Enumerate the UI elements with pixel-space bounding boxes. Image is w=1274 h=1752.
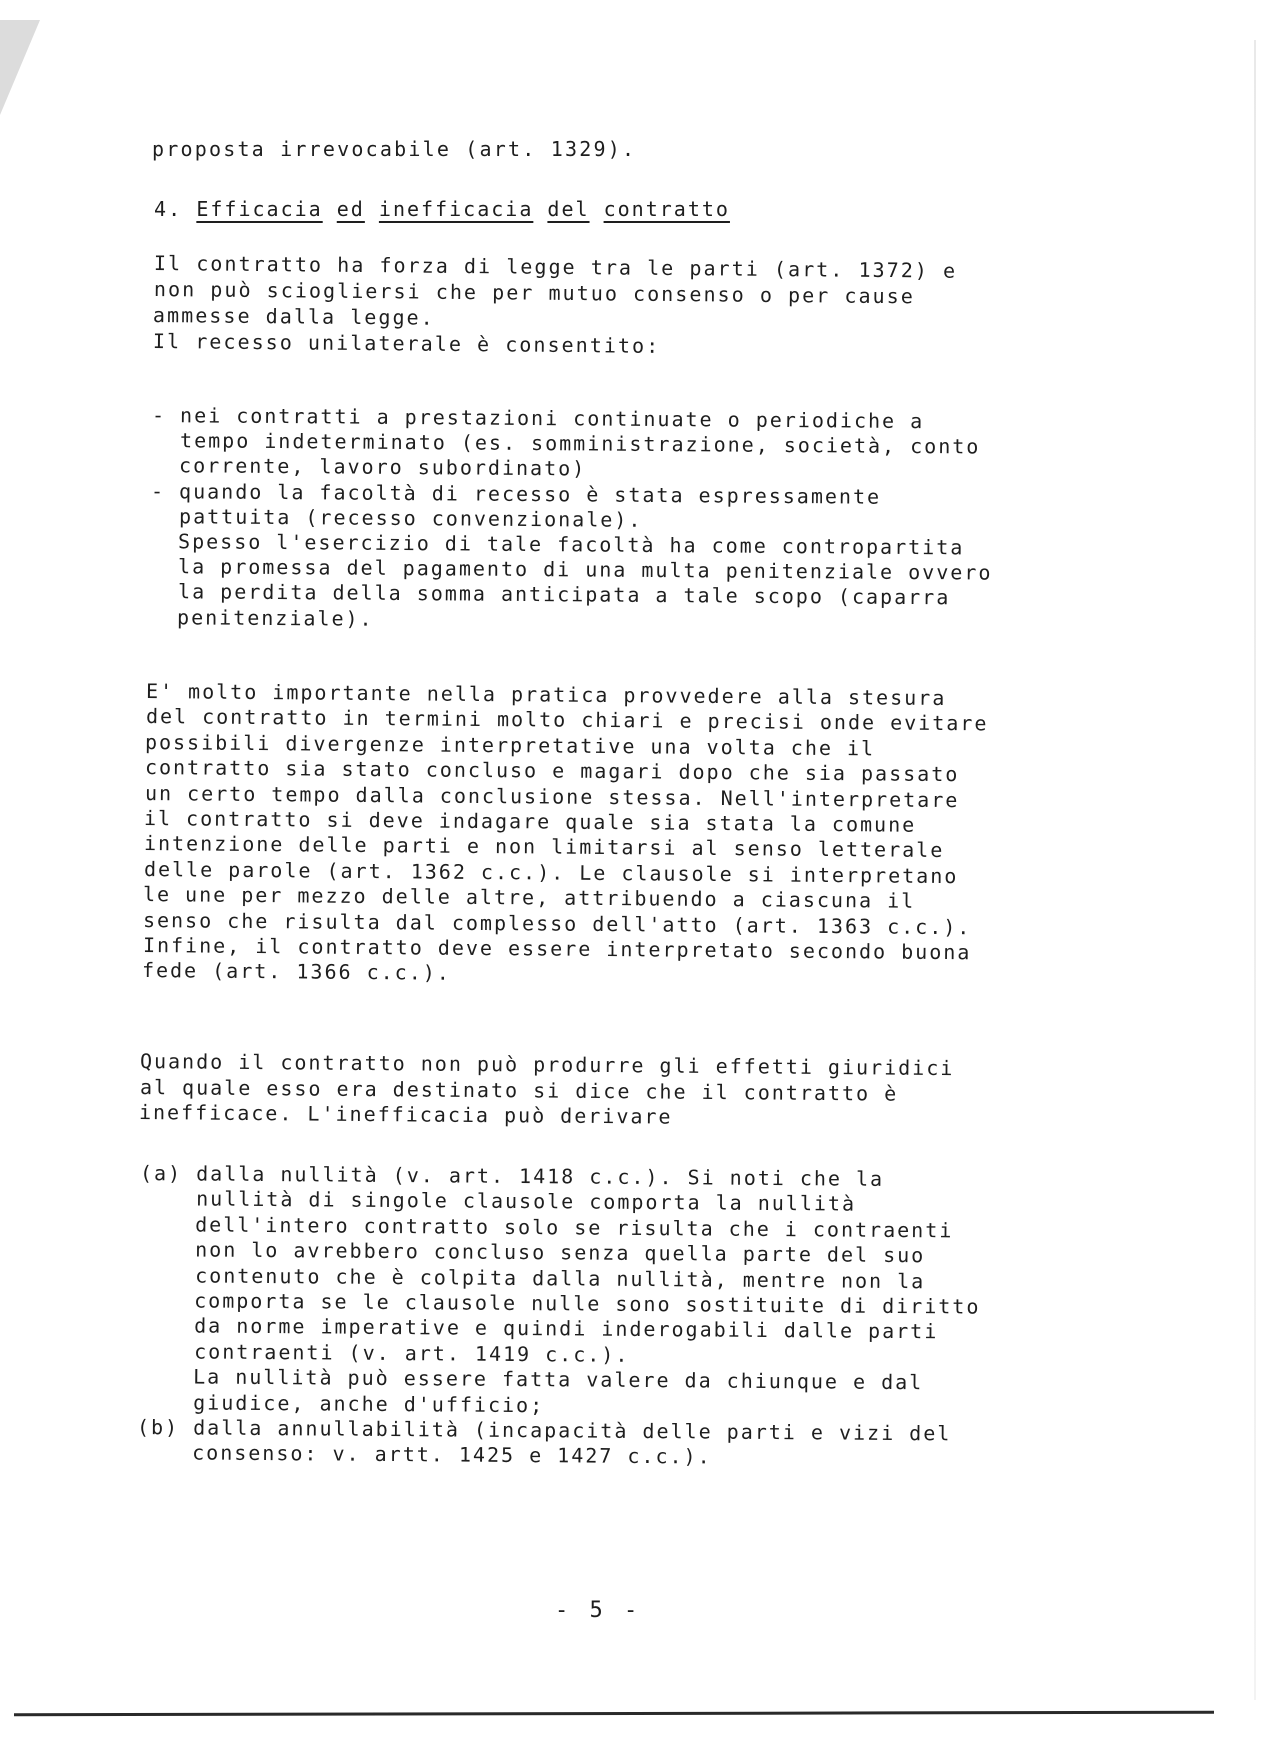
list2-line: comporta se le clausole nulle sono sostituite di diritto	[138, 1288, 981, 1319]
paragraph2-line: delle parole (art. 1362 c.c.). Le clausole si interpretano	[143, 856, 959, 888]
paragraph2-line: possibili divergenze interpretative una volta che il	[145, 729, 876, 761]
paragraph2-line: senso che risulta dal complesso dell'atto (art. 1363 c.c.).	[142, 907, 972, 939]
list1-line: la promessa del pagamento di una multa penitenziale ovvero	[149, 554, 993, 585]
paragraph1-line: Il contratto ha forza di legge tra le parti (art. 1372) e	[153, 251, 958, 283]
list1-line: - quando la facoltà di recesso è stata espressamente	[150, 478, 882, 509]
list2-line: consenso: v. artt. 1425 e 1427 c.c.).	[136, 1440, 712, 1469]
bottom-rule	[14, 1711, 1214, 1717]
list1-line: Spesso l'esercizio di tale facoltà ha come contropartita	[150, 529, 965, 560]
paragraph2-line: Infine, il contratto deve essere interpretato secondo buona	[142, 933, 971, 965]
section-title-word: ed	[336, 197, 365, 221]
paragraph3-line: inefficace. L'inefficacia può derivare	[139, 1100, 673, 1129]
list1-line: tempo indeterminato (es. somministrazione, società, conto	[151, 428, 981, 459]
paragraph2-line: del contratto in termini molto chiari e precisi onde evitare	[145, 704, 989, 736]
section-title-word: Efficacia	[196, 197, 323, 221]
list1-line: pattuita (recesso convenzionale).	[150, 503, 643, 532]
section-title-word: contratto	[603, 197, 730, 221]
paragraph2-line: il contratto si deve indagare quale sia stata la comune	[144, 806, 917, 837]
paragraph1-line: Il recesso unilaterale è consentito:	[152, 329, 661, 358]
paragraph2-line: E' molto importante nella pratica provvedere alla stesura	[145, 679, 947, 710]
list1-line: - nei contratti a prestazioni continuate o periodiche a	[151, 403, 925, 434]
list1-line: penitenziale).	[149, 604, 374, 631]
intro-line: proposta irrevocabile (art. 1329).	[152, 137, 637, 161]
list2-line: contraenti (v. art. 1419 c.c.).	[137, 1338, 630, 1367]
paragraph1-line: ammesse dalla legge.	[153, 303, 436, 330]
scan-edge-shadow	[1254, 40, 1256, 1700]
list2-line: contenuto che è colpita dalla nullità, mentre non la	[138, 1262, 925, 1293]
section-title-word: del	[547, 197, 590, 221]
paragraph1-line: non può sciogliersi che per mutuo consenso o per cause	[153, 277, 915, 309]
list2-line: da norme imperative e quindi inderogabili dalle parti	[137, 1313, 939, 1344]
list1-line: la perdita della somma anticipata a tale scopo (caparra	[149, 579, 950, 610]
list2-line: nullità di singole clausole comporta la nullità	[139, 1186, 856, 1217]
section-heading	[154, 196, 730, 222]
paragraph2-line: intenzione delle parti e non limitarsi al senso letterale	[143, 831, 945, 863]
section-title-word: inefficacia	[378, 197, 534, 221]
paragraph2-line: un certo tempo dalla conclusione stessa. Nell'interpretare	[144, 780, 960, 812]
paragraph2-line: contratto sia stato concluso e magari dopo che sia passato	[144, 755, 960, 787]
scan-corner-shadow	[0, 20, 40, 115]
list2-line: dell'intero contratto solo se risulta che i contraenti	[139, 1211, 954, 1243]
list1-line: corrente, lavoro subordinato)	[151, 453, 587, 481]
list2-line: (b) dalla annullabilità (incapacità delle parti e vizi del	[136, 1415, 951, 1446]
list2-line: (a) dalla nullità (v. art. 1418 c.c.). Si noti che la	[139, 1161, 885, 1191]
list2-line: giudice, anche d'ufficio;	[136, 1389, 545, 1417]
list2-line: La nullità può essere fatta valere da chiunque e dal	[137, 1364, 924, 1395]
paragraph3-line: al quale esso era destinato si dice che il contratto è	[139, 1074, 898, 1106]
section-number: 4.	[154, 197, 183, 221]
paragraph2-line: le une per mezzo delle altre, attribuendo a ciascuna il	[143, 882, 916, 913]
paragraph3-line: Quando il contratto non può produrre gli effetti giuridici	[139, 1049, 955, 1081]
paragraph2-line: fede (art. 1366 c.c.).	[142, 958, 452, 986]
page-number: - 5 -	[555, 1598, 642, 1623]
list2-line: non lo avrebbero concluso senza quella parte del suo	[138, 1237, 926, 1268]
